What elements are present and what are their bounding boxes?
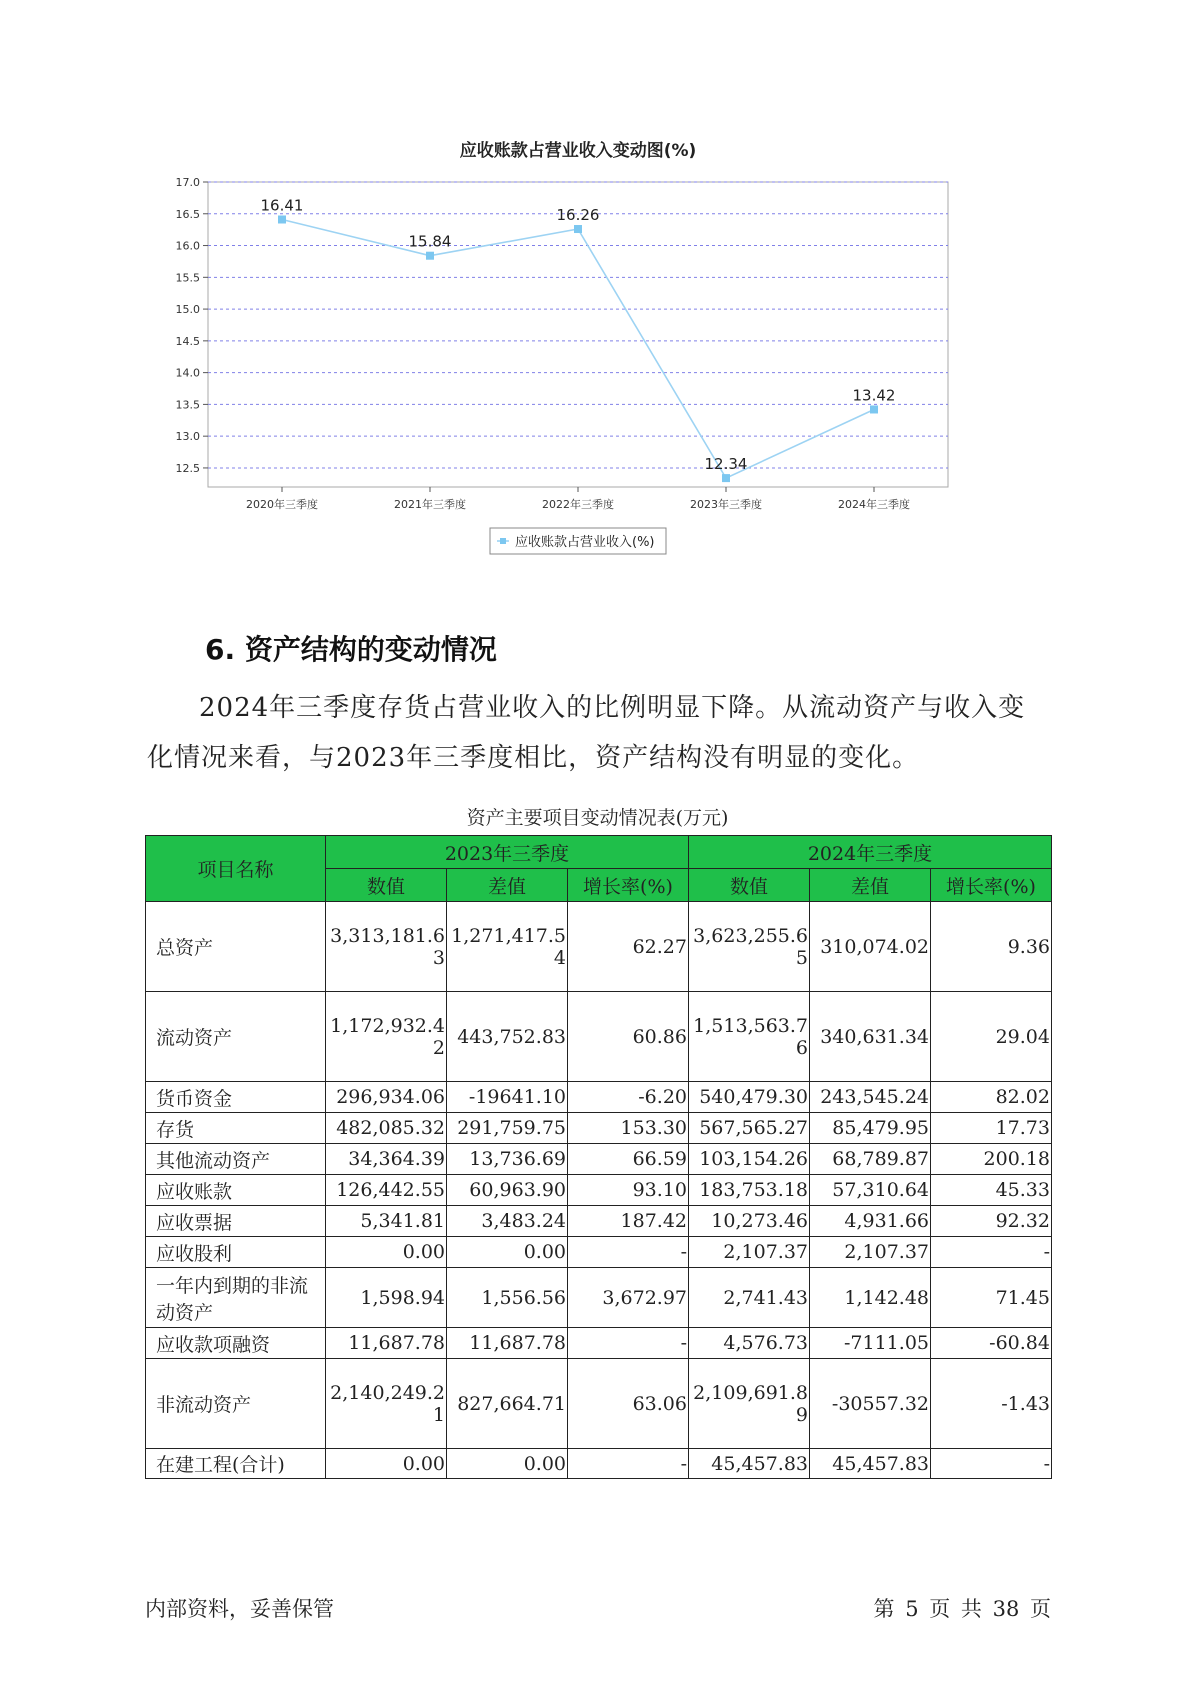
y-tick-label: 17.0 <box>175 176 200 189</box>
row-value: 60.86 <box>568 992 689 1082</box>
row-value: 1,142.48 <box>810 1268 931 1328</box>
table-row <box>146 992 1052 1082</box>
value-header: 数值 <box>326 869 447 902</box>
table-row <box>146 1144 1052 1175</box>
row-value: 68,789.87 <box>810 1144 931 1175</box>
data-label: 16.41 <box>260 196 304 215</box>
row-value: 11,687.78 <box>326 1328 447 1359</box>
table-row <box>146 1237 1052 1268</box>
row-value: 17.73 <box>931 1113 1052 1144</box>
table-row <box>146 1359 1052 1449</box>
row-value: 2,109,691.89 <box>689 1359 810 1449</box>
legend-label: 应收账款占营业收入(%) <box>515 535 655 550</box>
y-tick-label: 15.5 <box>175 271 200 285</box>
growth-header: 增长率(%) <box>931 869 1052 902</box>
row-value: 34,364.39 <box>326 1144 447 1175</box>
row-value: 66.59 <box>568 1144 689 1175</box>
row-value: 29.04 <box>931 992 1052 1082</box>
growth-header: 增长率(%) <box>568 869 689 902</box>
data-label: 12.34 <box>704 455 748 474</box>
section-heading: 6. 资产结构的变动情况 <box>205 633 497 666</box>
row-value: - <box>568 1449 689 1479</box>
row-value: 2,140,249.21 <box>326 1359 447 1449</box>
row-label: 存货 <box>146 1113 326 1144</box>
data-point <box>426 252 434 260</box>
y-tick-label: 16.0 <box>175 239 200 253</box>
row-value: 85,479.95 <box>810 1113 931 1144</box>
row-label: 其他流动资产 <box>146 1144 326 1175</box>
row-value: 60,963.90 <box>447 1175 568 1206</box>
row-value: 4,576.73 <box>689 1328 810 1359</box>
row-label: 货币资金 <box>146 1082 326 1113</box>
row-value: 13,736.69 <box>447 1144 568 1175</box>
table-row <box>146 1113 1052 1144</box>
row-label: 总资产 <box>146 902 326 992</box>
data-point <box>870 405 878 413</box>
row-value: 11,687.78 <box>447 1328 568 1359</box>
row-label: 应收款项融资 <box>146 1328 326 1359</box>
row-value: 71.45 <box>931 1268 1052 1328</box>
data-point <box>722 474 730 482</box>
row-value: 5,341.81 <box>326 1206 447 1237</box>
table-row <box>146 1082 1052 1113</box>
period-2024-header: 2024年三季度 <box>689 836 1052 869</box>
row-value: -7111.05 <box>810 1328 931 1359</box>
section-paragraph: 2024年三季度存货占营业收入的比例明显下降。从流动资产与收入变化情况来看，与2023年三季度相比，资产结构没有明显的变化。 <box>147 693 1026 773</box>
table-row <box>146 1449 1052 1479</box>
row-value: 9.36 <box>931 902 1052 992</box>
x-tick-label: 2022年三季度 <box>542 498 614 511</box>
row-label: 应收账款 <box>146 1175 326 1206</box>
row-value: 0.00 <box>447 1237 568 1268</box>
row-value: 3,623,255.65 <box>689 902 810 992</box>
y-tick-label: 14.0 <box>175 366 200 380</box>
row-value: -30557.32 <box>810 1359 931 1449</box>
row-value: 310,074.02 <box>810 902 931 992</box>
receivables-ratio-chart <box>150 140 1050 600</box>
row-value: 291,759.75 <box>447 1113 568 1144</box>
value-header: 数值 <box>689 869 810 902</box>
row-label: 在建工程(合计) <box>146 1449 326 1479</box>
chart-svg <box>150 140 1050 600</box>
table-row <box>146 902 1052 992</box>
row-label: 应收票据 <box>146 1206 326 1237</box>
row-value: 3,483.24 <box>447 1206 568 1237</box>
table-row <box>146 1175 1052 1206</box>
row-value: 0.00 <box>447 1449 568 1479</box>
chart-title: 应收账款占营业收入变动图(%) <box>459 141 697 161</box>
row-value: - <box>931 1449 1052 1479</box>
y-tick-label: 15.0 <box>175 303 200 317</box>
row-label: 应收股利 <box>146 1237 326 1268</box>
row-value: 1,271,417.54 <box>447 902 568 992</box>
row-value: -19641.10 <box>447 1082 568 1113</box>
table-header-row <box>146 836 1052 869</box>
row-label: 流动资产 <box>146 992 326 1082</box>
row-value: 1,172,932.42 <box>326 992 447 1082</box>
row-value: 45,457.83 <box>810 1449 931 1479</box>
asset-change-table <box>145 835 1052 1479</box>
row-value: 2,107.37 <box>689 1237 810 1268</box>
table-row <box>146 1328 1052 1359</box>
y-tick-label: 12.5 <box>175 461 200 475</box>
row-value: 10,273.46 <box>689 1206 810 1237</box>
y-tick-label: 13.5 <box>175 398 200 412</box>
row-value: 340,631.34 <box>810 992 931 1082</box>
footer-page-number: 第 5 页 共 38 页 <box>873 1597 1051 1621</box>
row-value: 567,565.27 <box>689 1113 810 1144</box>
row-value: 540,479.30 <box>689 1082 810 1113</box>
item-name-header: 项目名称 <box>146 836 326 902</box>
row-value: 200.18 <box>931 1144 1052 1175</box>
row-value: 0.00 <box>326 1449 447 1479</box>
diff-header: 差值 <box>810 869 931 902</box>
row-value: -60.84 <box>931 1328 1052 1359</box>
row-label: 一年内到期的非流动资产 <box>146 1268 326 1328</box>
row-value: 187.42 <box>568 1206 689 1237</box>
row-value: 82.02 <box>931 1082 1052 1113</box>
period-2023-header: 2023年三季度 <box>326 836 689 869</box>
row-value: 62.27 <box>568 902 689 992</box>
row-value: 1,556.56 <box>447 1268 568 1328</box>
row-value: 3,672.97 <box>568 1268 689 1328</box>
row-value: -1.43 <box>931 1359 1052 1449</box>
y-tick-label: 16.5 <box>175 207 200 221</box>
row-value: - <box>931 1237 1052 1268</box>
data-label: 13.42 <box>852 386 896 405</box>
row-value: 183,753.18 <box>689 1175 810 1206</box>
row-value: 3,313,181.63 <box>326 902 447 992</box>
row-value: 93.10 <box>568 1175 689 1206</box>
row-value: 57,310.64 <box>810 1175 931 1206</box>
diff-header: 差值 <box>447 869 568 902</box>
row-value: 126,442.55 <box>326 1175 447 1206</box>
row-value: 4,931.66 <box>810 1206 931 1237</box>
row-value: 2,741.43 <box>689 1268 810 1328</box>
row-value: 243,545.24 <box>810 1082 931 1113</box>
row-value: 443,752.83 <box>447 992 568 1082</box>
row-value: - <box>568 1328 689 1359</box>
data-point <box>574 225 582 233</box>
row-value: 63.06 <box>568 1359 689 1449</box>
row-value: 103,154.26 <box>689 1144 810 1175</box>
data-point <box>278 215 286 223</box>
y-tick-label: 14.5 <box>175 334 200 348</box>
row-value: 1,598.94 <box>326 1268 447 1328</box>
data-label: 15.84 <box>408 232 452 251</box>
row-value: 0.00 <box>326 1237 447 1268</box>
row-value: 296,934.06 <box>326 1082 447 1113</box>
series-line <box>282 219 874 478</box>
row-value: 92.32 <box>931 1206 1052 1237</box>
table-row <box>146 1206 1052 1237</box>
row-value: 827,664.71 <box>447 1359 568 1449</box>
row-value: -6.20 <box>568 1082 689 1113</box>
table-caption: 资产主要项目变动情况表(万元) <box>466 807 729 829</box>
legend-marker <box>500 538 506 544</box>
x-tick-label: 2023年三季度 <box>690 498 762 511</box>
y-tick-label: 13.0 <box>175 430 200 444</box>
x-tick-label: 2020年三季度 <box>246 498 318 511</box>
footer-confidential: 内部资料，妥善保管 <box>145 1597 334 1621</box>
x-tick-label: 2024年三季度 <box>838 498 910 511</box>
row-value: - <box>568 1237 689 1268</box>
data-label: 16.26 <box>556 206 600 225</box>
row-value: 2,107.37 <box>810 1237 931 1268</box>
row-value: 45,457.83 <box>689 1449 810 1479</box>
row-value: 45.33 <box>931 1175 1052 1206</box>
row-value: 1,513,563.76 <box>689 992 810 1082</box>
row-value: 482,085.32 <box>326 1113 447 1144</box>
row-label: 非流动资产 <box>146 1359 326 1449</box>
x-tick-label: 2021年三季度 <box>394 498 466 511</box>
row-value: 153.30 <box>568 1113 689 1144</box>
table-row <box>146 1268 1052 1328</box>
